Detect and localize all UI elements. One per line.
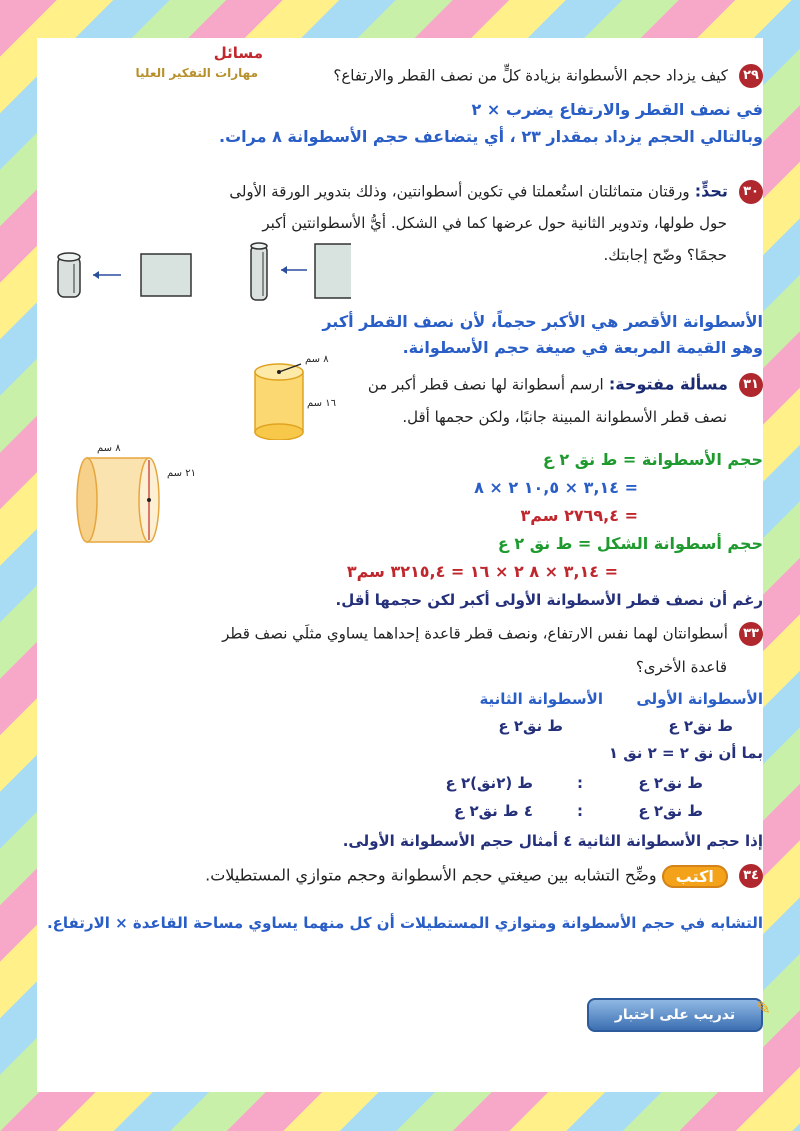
answer-cylinder-figure — [75, 450, 165, 546]
header-title: مسائل — [213, 44, 263, 62]
question-34 — [205, 864, 763, 888]
question-number: ٣٠ — [739, 180, 763, 204]
write-badge: اكتب — [662, 865, 728, 888]
row2-second: ط (٢نق)٢ ع — [445, 774, 533, 792]
left-arrow-icon — [93, 271, 121, 279]
col-head-first: الأسطوانة الأولى — [636, 690, 763, 708]
question-text-line1: أسطوانتان لهما نفس الارتفاع، ونصف قطر قاعدة إحداهما يساوي مثلَي نصف قطر — [222, 624, 728, 643]
q34-answer: التشابه في حجم الأسطوانة ومتوازي المستطيلات أن كل منهما يساوي مساحة القاعدة × الارتفاع. — [46, 914, 763, 932]
question-30 — [229, 180, 763, 204]
question-text: وضِّح التشابه بين صيغتي حجم الأسطوانة وحجم متوازي المستطيلات. — [205, 865, 657, 885]
question-text-line2: نصف قطر الأسطوانة المبينة جانبًا، ولكن حجمها أقل. — [402, 408, 727, 426]
calc-line1: حجم الأسطوانة = ط نق ٢ ع — [542, 450, 763, 469]
question-text-line2: حول طولها، وتدوير الثانية حول عرضها كما في الشكل. أيُّ الأسطوانتين أكبر — [262, 214, 727, 232]
practice-test-label: تدريب على اختبار — [614, 1007, 736, 1023]
practice-test-button[interactable] — [587, 998, 771, 1032]
question-text-line2: قاعدة الأخرى؟ — [635, 658, 727, 676]
since-line: بما أن نق ٢ = ٢ نق ١ — [608, 744, 763, 762]
calc-line4: حجم أسطوانة الشكل = ط نق ٢ ع — [497, 534, 763, 553]
question-29 — [333, 64, 763, 88]
open-problem-label: مسألة مفتوحة: — [608, 374, 728, 394]
given-cylinder-radius-label: ٨ سم — [305, 354, 329, 365]
question-text-line1: ورقتان متماثلتان استُعملتا في تكوين أسطوانتين، وذلك بتدوير الورقة الأولى — [229, 182, 690, 201]
row3-second: ٤ ط نق٢ ع — [454, 802, 533, 820]
pencil-icon: ✎ — [755, 998, 771, 1019]
left-arrow-icon — [281, 266, 307, 274]
sheet-to-cylinder-figure — [51, 238, 351, 308]
paper-sheet-tall — [315, 244, 351, 298]
given-cylinder-height-label: ١٦ سم — [307, 398, 336, 409]
short-cylinder-icon — [58, 253, 80, 297]
worksheet-page — [37, 38, 771, 1092]
calc-line5: = ٣,١٤ × ٨ ٢ × ١٦ = ٣٢١٥,٤ سم٣ — [346, 562, 618, 581]
q30-answer-line1: الأسطوانة الأقصر هي الأكبر حجماً، لأن نصف القطر أكبر — [322, 312, 763, 331]
row3-separator: : — [577, 802, 583, 820]
question-number: ٣١ — [739, 373, 763, 397]
answer-cylinder-height-label: ٨ سم — [97, 443, 121, 454]
paper-sheet-wide — [141, 254, 191, 296]
header-subtitle: مهارات التفكير العليا — [135, 66, 258, 80]
tall-cylinder-icon — [251, 243, 267, 300]
question-number: ٣٤ — [739, 864, 763, 888]
calc-line2: = ٣,١٤ × ١٠,٥ ٢ × ٨ — [474, 478, 638, 497]
row1-second: ط نق٢ ع — [498, 717, 563, 735]
question-number: ٣٣ — [739, 622, 763, 646]
row3-first: ط نق٢ ع — [638, 802, 703, 820]
row2-first: ط نق٢ ع — [638, 774, 703, 792]
col-head-second: الأسطوانة الثانية — [479, 690, 603, 708]
q30-answer-line2: وهو القيمة المربعة في صيغة حجم الأسطوانة. — [402, 338, 763, 357]
calc-line3: = ٢٧٦٩,٤ سم٣ — [520, 506, 638, 525]
q31-conclusion: رغم أن نصف قطر الأسطوانة الأولى أكبر لكن حجمها أقل. — [335, 591, 763, 609]
row1-first: ط نق٢ ع — [668, 717, 733, 735]
row2-separator: : — [577, 774, 583, 792]
question-text-line3: حجمًا؟ وضّح إجابتك. — [603, 246, 727, 264]
q29-answer-line2: وبالتالي الحجم يزداد بمقدار ٢٣ ، أي يتضاعف حجم الأسطوانة ٨ مرات. — [218, 127, 763, 146]
question-text: كيف يزداد حجم الأسطوانة بزيادة كلٍّ من نصف القطر والارتفاع؟ — [333, 66, 728, 85]
question-31 — [368, 373, 763, 397]
q29-answer-line1: في نصف القطر والارتفاع يضرب × ٢ — [471, 100, 763, 119]
question-text-line1: ارسم أسطوانة لها نصف قطر أكبر من — [367, 375, 604, 394]
question-33 — [222, 622, 763, 646]
q33-conclusion: إذا حجم الأسطوانة الثانية ٤ أمثال حجم الأسطوانة الأولى. — [342, 832, 763, 850]
question-number: ٢٩ — [739, 64, 763, 88]
challenge-label: تحدٍّ: — [694, 181, 728, 201]
answer-cylinder-radius-label: ٢١ سم — [167, 468, 196, 479]
